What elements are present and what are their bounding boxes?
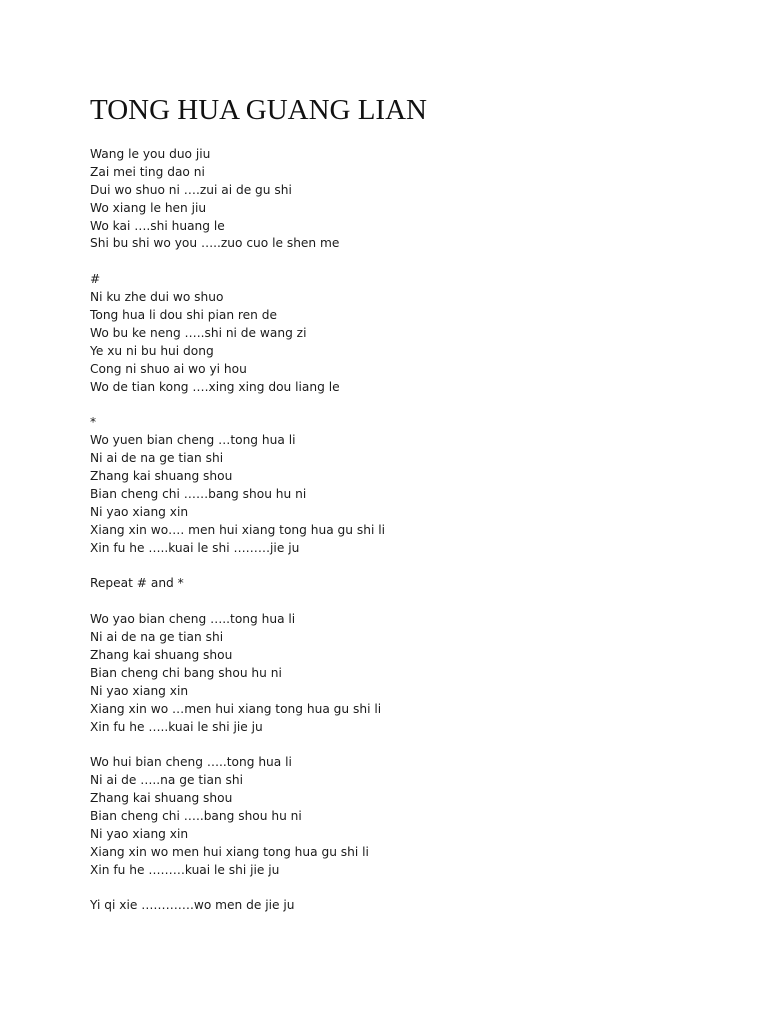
lyric-line: Zai mei ting dao ni [90, 164, 205, 179]
lyric-line: Shi bu shi wo you …..zuo cuo le shen me [90, 236, 340, 251]
lyric-line: Repeat # and * [90, 576, 184, 591]
lyric-line: Dui wo shuo ni ….zui ai de gu shi [90, 182, 292, 197]
lyric-line: Ni ai de na ge tian shi [90, 451, 224, 466]
lyrics-body [90, 146, 730, 933]
lyrics-stanza [90, 611, 730, 736]
lyrics-stanza [90, 575, 730, 593]
lyric-line: Yi qi xie ………….wo men de jie ju [90, 898, 295, 913]
lyric-line: Bian cheng chi …..bang shou hu ni [90, 808, 302, 823]
lyrics-stanza [90, 271, 730, 396]
lyric-line: Wo de tian kong ….xing xing dou liang le [90, 379, 340, 394]
lyric-line: Xiang xin wo…. men hui xiang tong hua gu shi li [90, 522, 385, 537]
lyric-line: Wo yao bian cheng …..tong hua li [90, 612, 296, 627]
lyric-line: Xin fu he ………kuai le shi jie ju [90, 862, 280, 877]
lyric-line: Ni yao xiang xin [90, 504, 189, 519]
lyric-line: Wo yuen bian cheng …tong hua li [90, 433, 296, 448]
page-title: TONG HUA GUANG LIAN [90, 94, 427, 126]
lyric-line: Wo bu ke neng …..shi ni de wang zi [90, 325, 307, 340]
lyric-line: Zhang kai shuang shou [90, 791, 233, 806]
lyric-line: Bian cheng chi ……bang shou hu ni [90, 486, 307, 501]
lyric-line: Ni yao xiang xin [90, 826, 189, 841]
lyric-line: Ni ai de na ge tian shi [90, 630, 224, 645]
lyric-line: * [90, 415, 97, 430]
lyric-line: Ye xu ni bu hui dong [90, 343, 214, 358]
lyrics-stanza [90, 414, 730, 557]
lyrics-stanza [90, 754, 730, 879]
lyric-line: Cong ni shuo ai wo yi hou [90, 361, 247, 376]
lyric-line: Xin fu he …..kuai le shi jie ju [90, 719, 263, 734]
lyric-line: Wo hui bian cheng …..tong hua li [90, 755, 292, 770]
lyric-line: Ni yao xiang xin [90, 683, 189, 698]
lyric-line: Bian cheng chi bang shou hu ni [90, 665, 282, 680]
lyrics-stanza [90, 897, 730, 915]
lyric-line: Zhang kai shuang shou [90, 469, 233, 484]
lyric-line: Ni ai de …..na ge tian shi [90, 773, 244, 788]
lyric-line: Xin fu he …..kuai le shi ………jie ju [90, 540, 300, 555]
lyrics-stanza [90, 146, 730, 253]
lyric-line: # [90, 272, 101, 287]
lyric-line: Xiang xin wo …men hui xiang tong hua gu shi li [90, 701, 382, 716]
lyric-line: Tong hua li dou shi pian ren de [90, 308, 277, 323]
lyric-line: Wang le you duo jiu [90, 147, 211, 161]
lyric-line: Wo xiang le hen jiu [90, 200, 207, 215]
lyric-line: Xiang xin wo men hui xiang tong hua gu shi li [90, 844, 369, 859]
lyric-line: Wo kai ….shi huang le [90, 218, 225, 233]
lyric-line: Ni ku zhe dui wo shuo [90, 290, 224, 305]
lyric-line: Zhang kai shuang shou [90, 647, 233, 662]
